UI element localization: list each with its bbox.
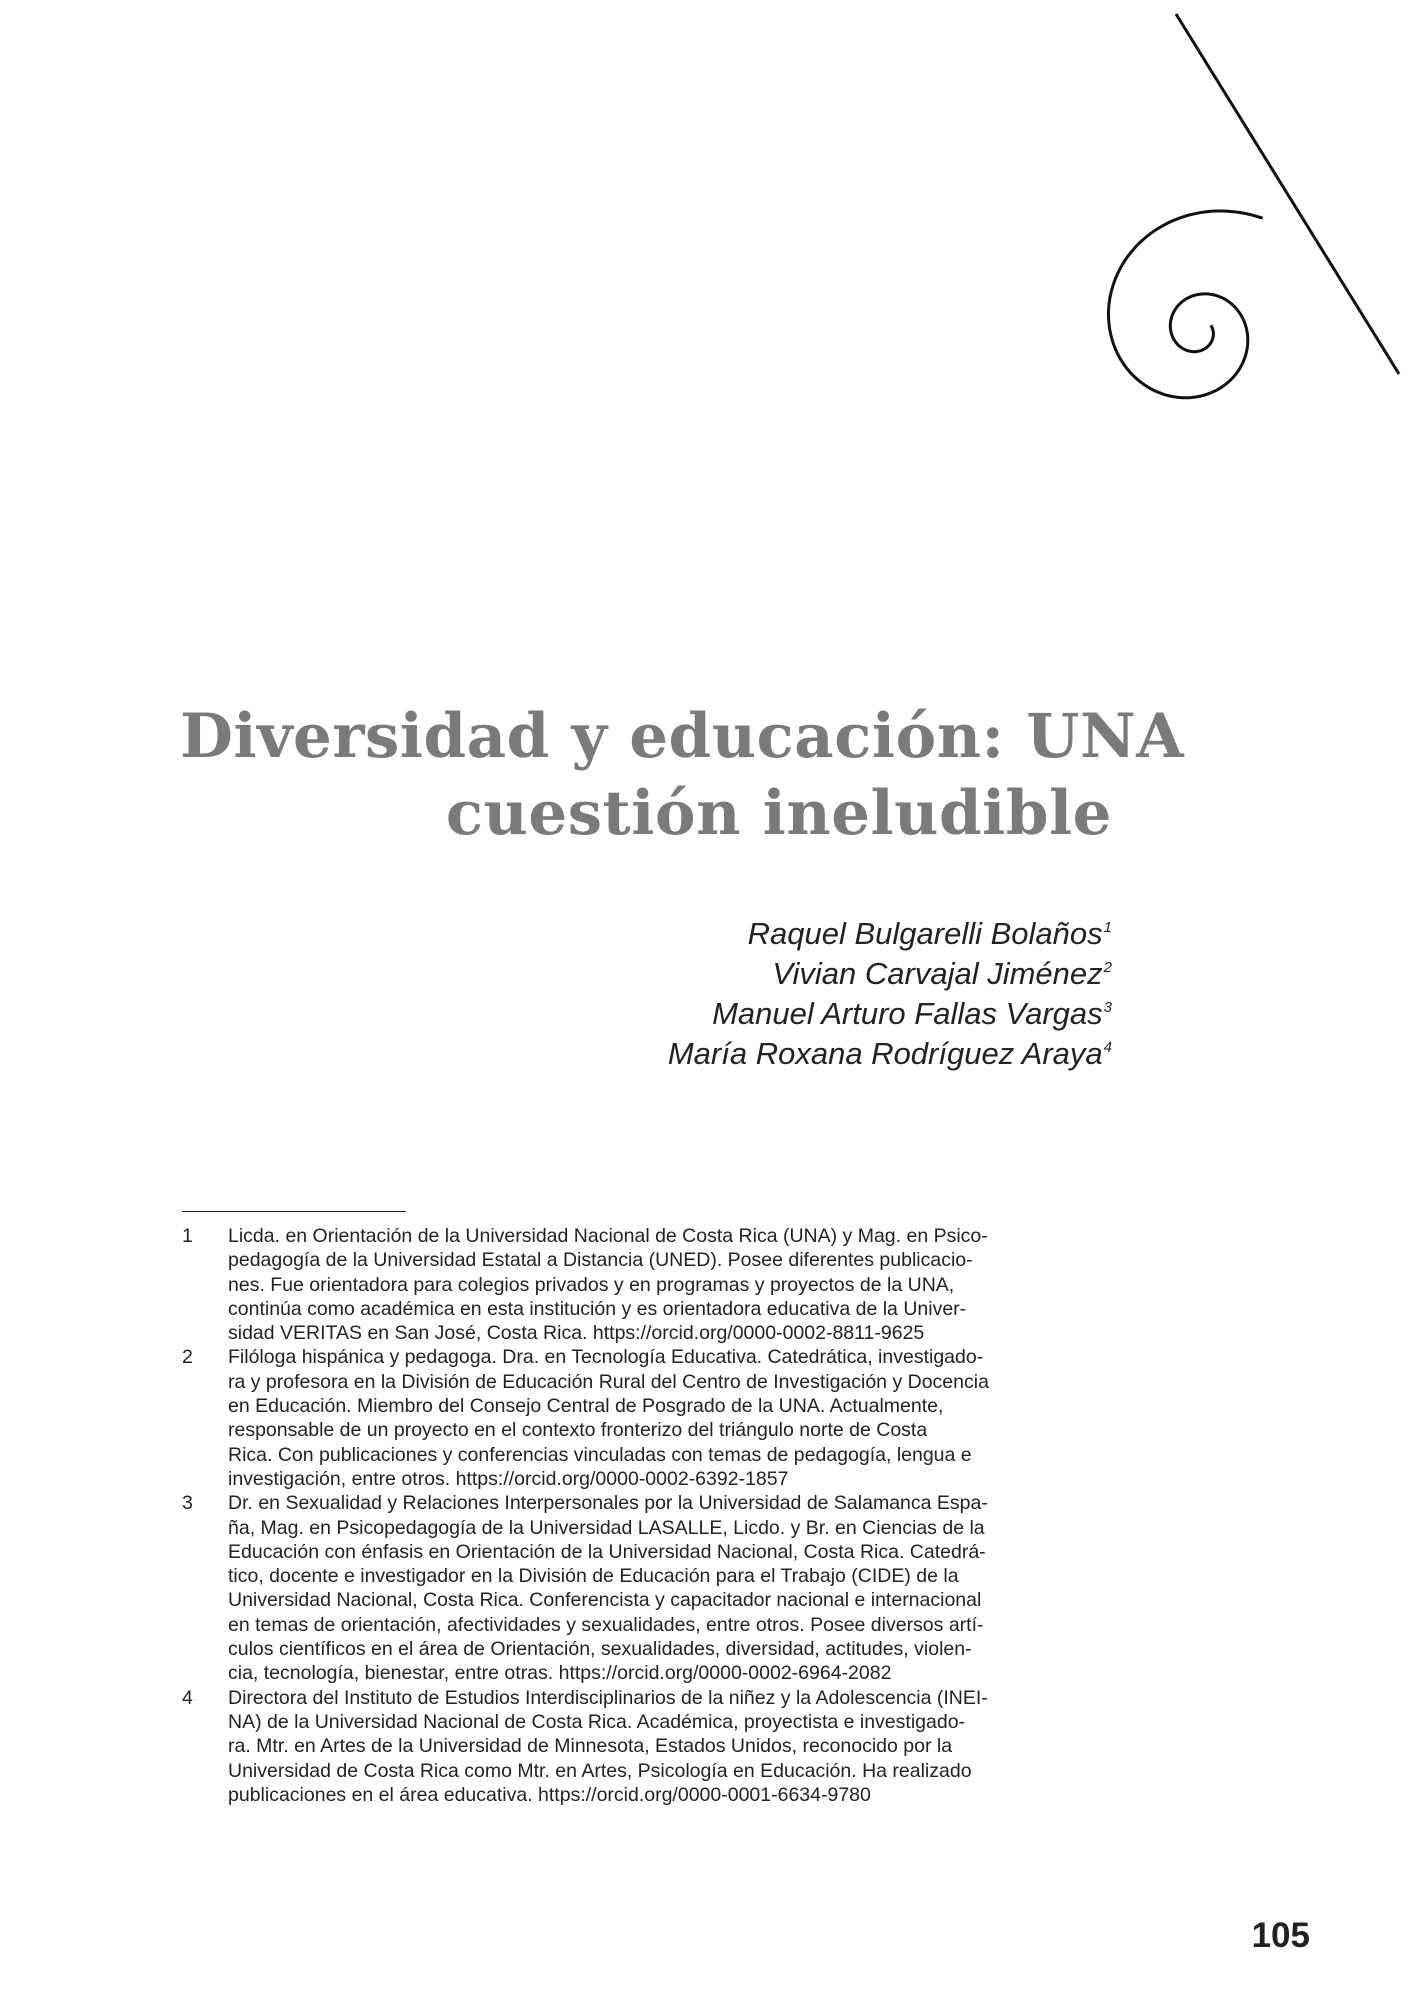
author-name: Raquel Bulgarelli Bolaños <box>747 916 1103 951</box>
footnote-4 <box>182 1686 1112 1807</box>
author-name: Vivian Carvajal Jiménez <box>772 956 1103 991</box>
footnote-line: ña, Mag. en Psicopedagogía de la Universidad LASALLE, Licdo. y Br. en Ciencias de la <box>228 1516 985 1539</box>
footnote-line: publicaciones en el área educativa. https://orcid.org/0000-0001-6634-9780 <box>228 1783 871 1806</box>
footnote-1 <box>182 1224 1112 1345</box>
footnote-text <box>228 1686 1112 1807</box>
footnote-line: Universidad Nacional, Costa Rica. Conferencista y capacitador nacional e internacional <box>228 1589 982 1612</box>
footnote-line: Universidad de Costa Rica como Mtr. en Artes, Psicología en Educación. Ha realizado <box>228 1759 972 1782</box>
footnote-separator <box>182 1211 406 1212</box>
footnotes-section <box>182 1224 1112 1807</box>
footnote-line: ra y profesora en la División de Educación Rural del Centro de Investigación y Docencia <box>228 1370 989 1393</box>
footnote-ref[interactable]: 3 <box>1103 999 1112 1016</box>
footnote-3 <box>182 1491 1112 1685</box>
title-line-1: Diversidad y educación: UNA <box>180 701 1185 772</box>
footnote-text <box>228 1345 1112 1491</box>
footnote-line: Filóloga hispánica y pedagoga. Dra. en Tecnología Educativa. Catedrática, investigado- <box>228 1346 984 1369</box>
page-number: 105 <box>1251 1916 1310 1955</box>
footnote-line: culos científicos en el área de Orientación, sexualidades, diversidad, actitudes, violen- <box>228 1638 972 1661</box>
footnote-line: nes. Fue orientadora para colegios privados y en programas y proyectos de la UNA, <box>228 1273 955 1296</box>
footnote-line: tico, docente e investigador en la División de Educación para el Trabajo (CIDE) de la <box>228 1565 959 1588</box>
footnote-line: en Educación. Miembro del Consejo Central de Posgrado de la UNA. Actualmente, <box>228 1395 944 1418</box>
footnote-number: 1 <box>182 1225 193 1247</box>
footnote-ref[interactable]: 1 <box>1103 919 1112 936</box>
author-list <box>480 914 1112 1074</box>
footnote-line: ra. Mtr. en Artes de la Universidad de Minnesota, Estados Unidos, reconocido por la <box>228 1735 953 1758</box>
footnote-text <box>228 1491 1112 1685</box>
footnote-line: Educación con énfasis en Orientación de la Universidad Nacional, Costa Rica. Catedrá- <box>228 1540 986 1563</box>
article-title <box>180 698 1185 852</box>
footnote-number: 3 <box>182 1492 193 1515</box>
author-3 <box>480 994 1112 1034</box>
footnote-line: continúa como académica en esta institución y es orientadora educativa de la Univer- <box>228 1297 967 1320</box>
footnote-number: 4 <box>182 1686 193 1709</box>
title-line-2: cuestión ineludible <box>445 778 1112 849</box>
footnote-ref[interactable]: 2 <box>1103 959 1112 976</box>
footnote-line: cia, tecnología, bienestar, entre otras. https://orcid.org/0000-0002-6964-2082 <box>228 1662 892 1685</box>
footnote-line: investigación, entre otros. https://orcid.org/0000-0002-6392-1857 <box>228 1467 789 1490</box>
footnote-ref[interactable]: 4 <box>1103 1039 1112 1056</box>
spiral-curve <box>1109 211 1263 398</box>
footnote-2 <box>182 1345 1112 1491</box>
author-name: Manuel Arturo Fallas Vargas <box>712 996 1103 1031</box>
footnote-line: en temas de orientación, afectividades y sexualidades, entre otros. Posee diversos artí- <box>228 1613 984 1636</box>
author-name: María Roxana Rodríguez Araya <box>667 1036 1103 1071</box>
footnote-line: Directora del Instituto de Estudios Interdisciplinarios de la niñez y la Adolescencia (INEI- <box>228 1686 988 1709</box>
footnote-line: responsable de un proyecto en el contexto fronterizo del triángulo norte de Costa <box>228 1419 928 1442</box>
author-1 <box>480 914 1112 954</box>
diagonal-line <box>1176 14 1399 374</box>
footnote-text <box>228 1224 1112 1345</box>
author-4 <box>480 1034 1112 1074</box>
footnote-line: Rica. Con publicaciones y conferencias vinculadas con temas de pedagogía, lengua e <box>228 1443 972 1466</box>
footnote-line: Licda. en Orientación de la Universidad Nacional de Costa Rica (UNA) y Mag. en Psico- <box>228 1225 988 1247</box>
author-2 <box>480 954 1112 994</box>
footnote-number: 2 <box>182 1346 193 1369</box>
footnote-line: NA) de la Universidad Nacional de Costa Rica. Académica, proyectista e investigado- <box>228 1710 966 1733</box>
footnote-line: Dr. en Sexualidad y Relaciones Interpersonales por la Universidad de Salamanca Espa- <box>228 1492 988 1515</box>
footnote-line: pedagogía de la Universidad Estatal a Distancia (UNED). Posee diferentes publicacio- <box>228 1249 973 1272</box>
footnote-line: sidad VERITAS en San José, Costa Rica. https://orcid.org/0000-0002-8811-9625 <box>228 1322 925 1345</box>
